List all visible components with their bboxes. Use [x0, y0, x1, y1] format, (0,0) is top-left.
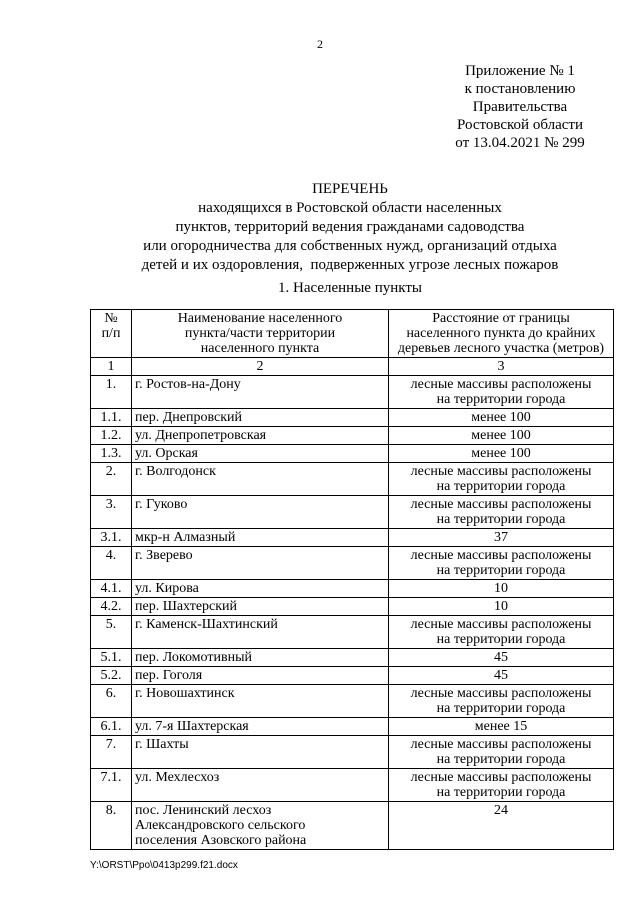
- row-number-cell: 6.1.: [91, 718, 132, 736]
- row-distance-cell: лесные массивы расположены на территории города: [389, 496, 614, 529]
- row-name-cell: г. Новошахтинск: [132, 685, 389, 718]
- row-distance-cell: 10: [389, 598, 614, 616]
- row-number-cell: 7.1.: [91, 769, 132, 802]
- row-name-cell: пер. Днепровский: [132, 409, 389, 427]
- column-number-cell: 1: [91, 358, 132, 376]
- row-name-cell: пос. Ленинский лесхоз Александровского сельского поселения Азовского района: [132, 802, 389, 850]
- header-number: № п/п: [91, 310, 132, 358]
- row-distance-cell: лесные массивы расположены на территории города: [389, 769, 614, 802]
- table-numbering-row: [91, 358, 614, 376]
- row-number-cell: 1.: [91, 376, 132, 409]
- row-number-cell: 4.1.: [91, 580, 132, 598]
- row-name-cell: мкр-н Алмазный: [132, 529, 389, 547]
- row-number-cell: 5.1.: [91, 649, 132, 667]
- row-name-cell: г. Зверево: [132, 547, 389, 580]
- appendix-line: к постановлению: [464, 81, 576, 97]
- table-row: [91, 529, 614, 547]
- settlements-table: [90, 309, 614, 850]
- table-row: [91, 598, 614, 616]
- section-title: 1. Населенные пункты: [278, 280, 422, 296]
- appendix-block: [440, 62, 600, 152]
- header-distance: Расстояние от границы населенного пункта до крайних деревьев лесного участка (метров): [389, 310, 614, 358]
- table-row: [91, 445, 614, 463]
- row-number-cell: 3.: [91, 496, 132, 529]
- title-line: или огородничества для собственных нужд, организаций отдыха: [143, 238, 557, 254]
- row-number-cell: 3.1.: [91, 529, 132, 547]
- row-name-cell: ул. 7-я Шахтерская: [132, 718, 389, 736]
- table-row: [91, 547, 614, 580]
- table-row: [91, 496, 614, 529]
- row-distance-cell: лесные массивы расположены на территории города: [389, 463, 614, 496]
- row-number-cell: 7.: [91, 736, 132, 769]
- row-number-cell: 4.2.: [91, 598, 132, 616]
- table-row: [91, 580, 614, 598]
- appendix-line: от 13.04.2021 № 299: [455, 135, 585, 151]
- row-distance-cell: лесные массивы расположены на территории города: [389, 736, 614, 769]
- row-distance-cell: 24: [389, 802, 614, 850]
- column-number-cell: 2: [132, 358, 389, 376]
- table-row: [91, 649, 614, 667]
- row-name-cell: ул. Орская: [132, 445, 389, 463]
- row-number-cell: 5.2.: [91, 667, 132, 685]
- title-line: детей и их оздоровления, подверженных угрозе лесных пожаров: [141, 257, 559, 273]
- row-distance-cell: 45: [389, 667, 614, 685]
- row-distance-cell: 37: [389, 529, 614, 547]
- table-header-row: [91, 310, 614, 358]
- table-row: [91, 769, 614, 802]
- row-distance-cell: менее 100: [389, 427, 614, 445]
- header-name: Наименование населенного пункта/части территории населенного пункта: [132, 310, 389, 358]
- row-number-cell: 4.: [91, 547, 132, 580]
- row-name-cell: ул. Кирова: [132, 580, 389, 598]
- row-name-cell: ул. Днепропетровская: [132, 427, 389, 445]
- table-row: [91, 667, 614, 685]
- row-number-cell: 6.: [91, 685, 132, 718]
- column-number-cell: 3: [389, 358, 614, 376]
- title-heading: ПЕРЕЧЕНЬ: [312, 181, 388, 197]
- appendix-line: Правительства: [472, 99, 568, 115]
- page-number: 2: [317, 37, 323, 51]
- row-name-cell: г. Гуково: [132, 496, 389, 529]
- table-row: [91, 463, 614, 496]
- row-name-cell: пер. Локомотивный: [132, 649, 389, 667]
- row-number-cell: 1.3.: [91, 445, 132, 463]
- title-line: пунктов, территорий ведения гражданами садоводства: [175, 219, 525, 235]
- title-line: находящихся в Ростовской области населенных: [198, 200, 502, 216]
- row-distance-cell: лесные массивы расположены на территории города: [389, 685, 614, 718]
- row-distance-cell: менее 100: [389, 445, 614, 463]
- table-row: [91, 616, 614, 649]
- row-name-cell: г. Шахты: [132, 736, 389, 769]
- row-distance-cell: 10: [389, 580, 614, 598]
- row-distance-cell: 45: [389, 649, 614, 667]
- row-distance-cell: лесные массивы расположены на территории города: [389, 376, 614, 409]
- table-row: [91, 409, 614, 427]
- row-name-cell: пер. Гоголя: [132, 667, 389, 685]
- row-number-cell: 1.2.: [91, 427, 132, 445]
- table-row: [91, 718, 614, 736]
- row-name-cell: пер. Шахтерский: [132, 598, 389, 616]
- row-name-cell: г. Волгодонск: [132, 463, 389, 496]
- row-number-cell: 8.: [91, 802, 132, 850]
- document-title: [60, 180, 640, 275]
- row-distance-cell: лесные массивы расположены на территории города: [389, 547, 614, 580]
- row-name-cell: г. Каменск-Шахтинский: [132, 616, 389, 649]
- table-row: [91, 736, 614, 769]
- row-name-cell: г. Ростов-на-Дону: [132, 376, 389, 409]
- file-path-footer: Y:\ORST\Ppo\0413p299.f21.docx: [90, 860, 238, 871]
- appendix-line: Приложение № 1: [465, 63, 575, 79]
- table-row: [91, 685, 614, 718]
- row-name-cell: ул. Мехлесхоз: [132, 769, 389, 802]
- row-number-cell: 2.: [91, 463, 132, 496]
- row-distance-cell: лесные массивы расположены на территории города: [389, 616, 614, 649]
- row-distance-cell: менее 15: [389, 718, 614, 736]
- row-distance-cell: менее 100: [389, 409, 614, 427]
- row-number-cell: 1.1.: [91, 409, 132, 427]
- row-number-cell: 5.: [91, 616, 132, 649]
- table-row: [91, 427, 614, 445]
- appendix-line: Ростовской области: [457, 117, 583, 133]
- table-row: [91, 802, 614, 850]
- table-row: [91, 376, 614, 409]
